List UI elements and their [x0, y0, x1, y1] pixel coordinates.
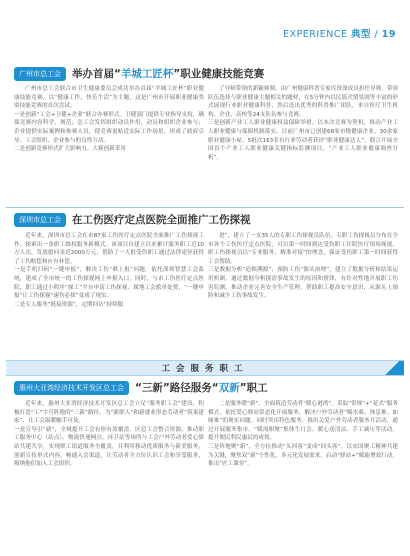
article2-tag: 深圳市总工会: [14, 213, 66, 227]
article1-left-column: 广州市总工会联合市卫生健康委员会成功举办首届“羊城工匠杯”职业健康技能竞赛，以“健康工作，快乐生活”为主题，这是广州市开展职业健康类别技能竞赛的首次尝试。 一是创新“工会+卫健+企业”联合办赛形式。卫健部门提供专业指导支持，确保竞赛内容科学、规范；总工会发挥组织动员作用，动员和组织企业参与；企业提供实际案例和参赛人员，使竞赛更贴近实际工作场景，形成了政府引导、工会组织、企业参与的良性互动。 二是创新竞赛形式扩大影响力。大赛创新采用: [14, 86, 204, 153]
page-header: [0, 0, 410, 40]
article3-title: “三新”路径服务“双新”职工: [135, 382, 268, 394]
article2-heading: [14, 212, 251, 227]
header-divider: /: [374, 29, 379, 40]
article3-heading: [14, 380, 268, 395]
article2-title: 在工伤医疗定点医院全面推广工伤探视: [72, 214, 251, 226]
article3-right-column: 二是服务暖“新”，全面筑造劳动者“暖心港湾”。采取“常规”+“花式”服务模式，依托爱心驿站常态化开展服务，解决户外劳动者“喝水难、休息难、如厕难”的现实问题。同时突出特色服务，推出关爱户外劳动者服务月活动，通过开展服务集市、“暖流相聚”集体生日会、暖心送清凉、手工减压等活动，提升便民利民惠民的成效。 三是阵地聚“新”，全方位推动“头回客”变成“回头客”。以宋国聚工精神共建为关键，聚焦双“新”个性化、多元化发展需求，启动“驿站+”赋能增效行动，推出“匠工课堂”。: [208, 401, 398, 468]
article1-heading: [14, 66, 264, 81]
page-number: 19: [381, 29, 396, 40]
article2-body: [14, 232, 398, 350]
section-band-label: 工会服务职工: [161, 364, 249, 374]
divider-1: [6, 207, 404, 208]
article1-title: 举办首届“羊城工匠杯”职业健康技能竞赛: [72, 68, 265, 80]
header-section-label: [283, 26, 396, 40]
header-section-cn: 典型: [350, 29, 371, 40]
article2-right-column: 进”，建立了一支35人的专职工伤探视员队伍。专职工伤探视员分布在全市各个工伤医疗定点医院，可以第一时间到达受伤职工住院医疗现场探视。职工伤探视员以“专业服务、精准对接”的理念，保证受伤职工第一时间获得工会帮助。 三是数据分析“追根溯源”，预防工伤“源头治理”。建立了数据分析和结果运用机制，通过数据分析摸清事故发生的原因和规律，有针对性地开展职工伤害监测，推动企业完善安全生产管理，帮助职工提高安全意识，从源头上预防和减少工伤事故发生。: [208, 233, 398, 300]
header-section-en: EXPERIENCE: [283, 29, 348, 40]
section-band: [6, 360, 404, 376]
article3-tag: 惠州大亚湾经济技术开发区总工会: [14, 381, 129, 395]
article1-body: [14, 85, 398, 205]
article3-body: [14, 400, 398, 540]
band-corner-decoration: [380, 361, 404, 375]
article1-right-column: 了导师带领的新颖赛制，由广州健康科普专家库资深成员担任导师，带领队伍选择与职业健康主题相关的题材，在5分钟内以民谣式情景剧等丰富的形式展现行业职业健康科普，然后选出优秀的科普推广团队，来自医疗卫生机构、企业、高校等24支队伍参与竞赛。 三是创新产业工人职业健康权益保障举措。以本次竞赛为契机，推动产业工人职业健康与保障机制落实。目前广州市已创建68家市级健康企业、30余家职业健康小屋，5批次163名有行业劳动者获评“职业健康达人”。联合开展全国首个产业工人职业健康关键指标监测项目，“产业工人职业健康调查分析”。: [208, 86, 398, 161]
article2-left-column: 近年来，深圳市总工会在市87家工伤医疗定点医院全面推广工伤探视工作，探索出一条职工维权服务新模式。该项目自建立以来累计服务职工近10万人次，发放慰问金近2000万元，帮助了一大批受伤职工通过法律途径获得了工伤赔偿和应有补偿。 一是手机扫码“一键申报”，解决工伤“难上报”问题。依托深圳智慧工会系统，建成了全市统一的工伤探视网上申报入口，同时，与市工伤医疗定点医院、职工通过小程序“探工”平台申请工伤探视，属地工会派单处置，“一键申报”让工伤探视“速伤必探”变成了现实。 二是专人服务“链接资源”，定期回访“持续服: [14, 233, 204, 308]
article3-left-column: 近年来，惠州大亚湾经济技术开发区总工会立足“服务职工会”建设，积极打造“工”字号阵地的“三新”路径，为“新职人”和新就业形态劳动者“筑巢建家”、让工会温暖触手可及。 一是宣导引“新”，全域提升工会有形有效覆盖。区总工会整合资源，推动职工服务中心（站点）、物流快递网点、环卫站等场所与工会户外劳动者爱心驿站共建共享，实现职工街道服务全覆盖，并利用移动优质服务与新美服务，创新宣传形式内容，畅通入会渠道，让劳动者全方位认识工会和享受服务，吸纳他们加入工会组织。: [14, 401, 204, 468]
article1-tag: 广州市总工会: [14, 67, 66, 81]
